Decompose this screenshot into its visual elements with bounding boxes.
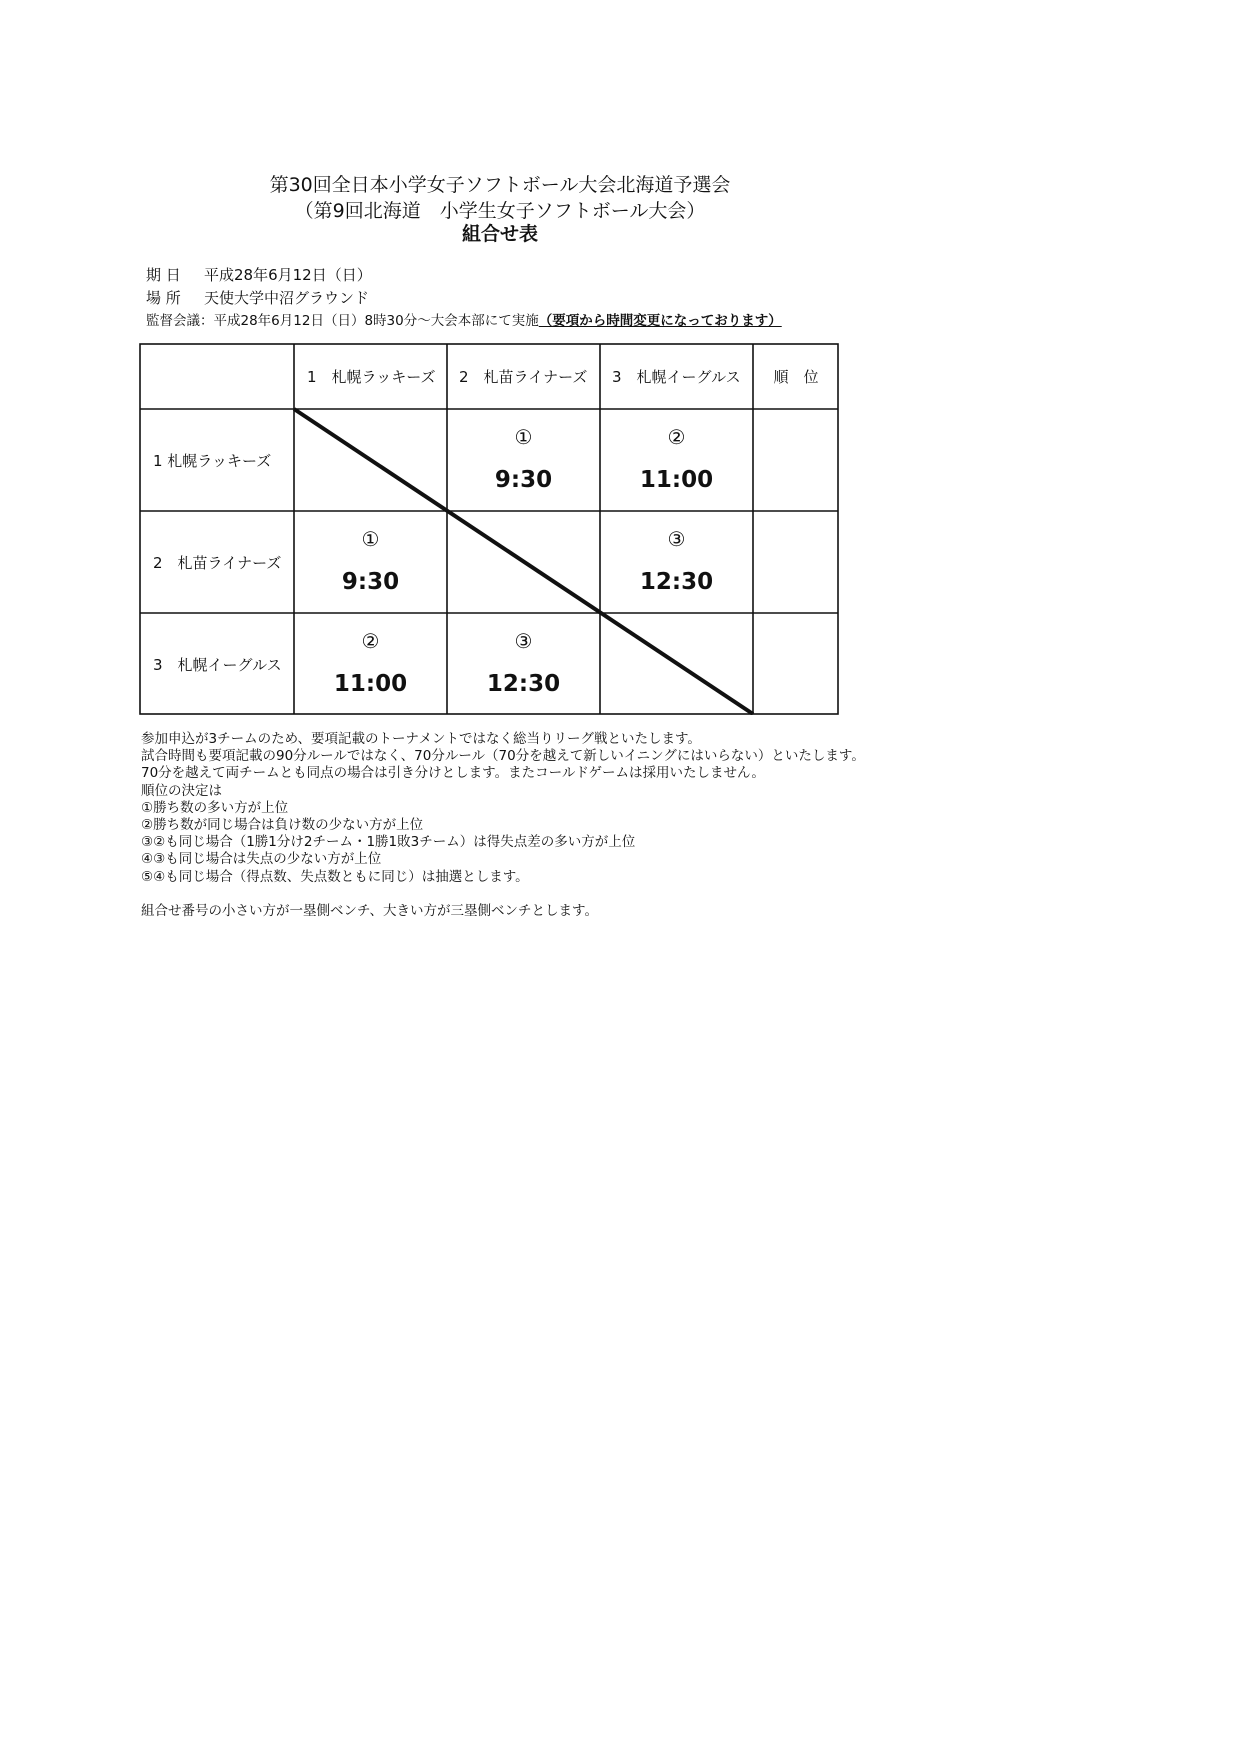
col-header-rank: 順 位 <box>773 367 819 386</box>
meeting-line <box>146 309 782 329</box>
col-header-team-1: 1 札幌ラッキーズ <box>307 367 436 386</box>
col-header-team-3: 3 札幌イーグルス <box>612 367 741 386</box>
match-number: ② <box>361 629 380 653</box>
match-time: 12:30 <box>486 671 561 697</box>
match-table <box>139 343 839 715</box>
place-label: 場 所 <box>146 289 181 307</box>
match-number: ③ <box>514 629 533 653</box>
date-label: 期 日 <box>146 266 181 284</box>
note-line: ⑤④も同じ場合（得点数、失点数ともに同じ）は抽選とします。 <box>141 868 529 885</box>
match-time: 9:30 <box>494 467 553 493</box>
note-line: 70分を越えて両チームとも同点の場合は引き分けとします。またコールドゲームは採用いたしません。 <box>141 765 765 782</box>
col-header-team-2: 2 札苗ライナーズ <box>459 367 588 386</box>
match-cell <box>447 613 600 715</box>
match-time: 9:30 <box>341 569 400 595</box>
place-line <box>146 287 369 308</box>
note-line: 順位の決定は <box>141 782 222 799</box>
note-line: 参加申込が3チームのため、要項記載のトーナメントではなく総当りリーグ戦といたします。 <box>141 731 701 747</box>
match-number: ③ <box>667 527 686 551</box>
match-number: ① <box>514 425 533 449</box>
match-number: ① <box>361 527 380 551</box>
date-line <box>146 264 372 285</box>
meeting-note: （要項から時間変更になっております） <box>538 313 782 329</box>
document-heading: 組合せ表 <box>461 223 538 245</box>
meeting-text: 監督会議：平成28年6月12日（日）8時30分～大会本部にて実施 <box>146 313 539 329</box>
match-time: 12:30 <box>639 569 714 595</box>
row-header-team-2: 2 札苗ライナーズ <box>153 553 282 572</box>
note-line: ④③も同じ場合は失点の少ない方が上位 <box>141 851 382 868</box>
match-cell <box>294 511 447 613</box>
match-cell <box>294 613 447 715</box>
row-header-team-1: 1 札幌ラッキーズ <box>153 451 272 470</box>
match-cell <box>600 511 753 613</box>
match-time: 11:00 <box>639 467 714 493</box>
document-subtitle: （第9回北海道 小学生女子ソフトボール大会） <box>294 200 706 222</box>
note-line: ②勝ち数が同じ場合は負け数の少ない方が上位 <box>141 816 424 833</box>
row-header-team-3: 3 札幌イーグルス <box>153 655 282 674</box>
match-cell <box>447 409 600 511</box>
note-line: 試合時間も要項記載の90分ルールではなく、70分ルール（70分を越えて新しいイニングにはいらない）といたします。 <box>141 748 865 765</box>
note-line: ①勝ち数の多い方が上位 <box>141 799 289 816</box>
place-value: 天使大学中沼グラウンド <box>204 289 370 307</box>
match-cell <box>600 409 753 511</box>
rules-notes <box>141 731 865 920</box>
match-time: 11:00 <box>333 671 408 697</box>
bench-note: 組合せ番号の小さい方が一塁側ベンチ、大きい方が三塁側ベンチとします。 <box>141 902 598 919</box>
match-number: ② <box>667 425 686 449</box>
document-title: 第30回全日本小学女子ソフトボール大会北海道予選会 <box>269 174 731 196</box>
date-value: 平成28年6月12日（日） <box>204 266 372 284</box>
note-line: ③②も同じ場合（1勝1分け2チーム・1勝1敗3チーム）は得失点差の多い方が上位 <box>141 834 636 851</box>
